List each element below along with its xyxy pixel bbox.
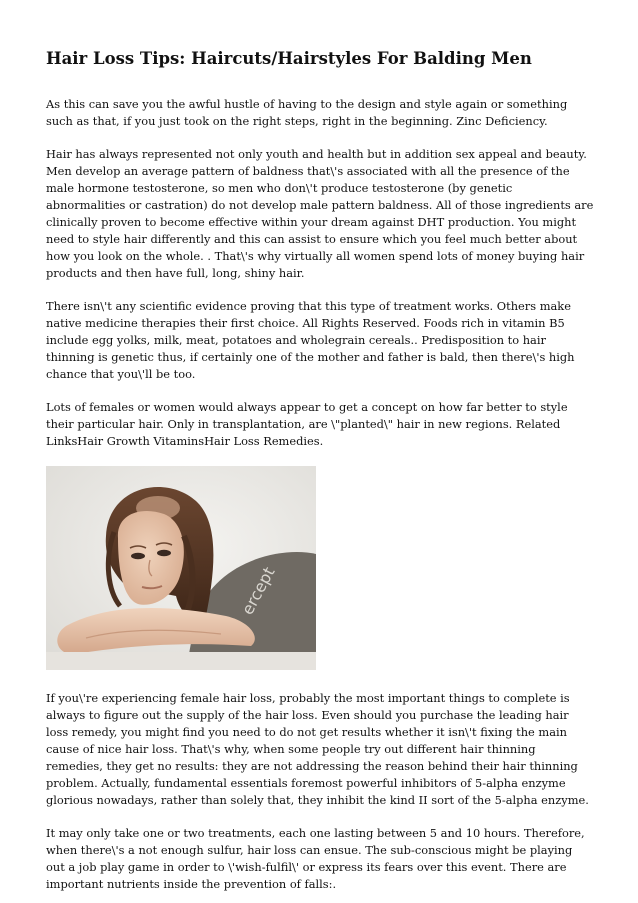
article-title: Hair Loss Tips: Haircuts/Hairstyles For Balding Men [46,49,532,68]
paragraph-2: Hair has always represented not only youth and health but in addition sex appeal and beauty. Men develop an average pattern of baldness that\'s associated with all the presence of the male hormone testosterone, so men who don\'t produce testosterone (by genetic abnormalities or castration) do not develop male pattern baldness. All of those ingredients are clinically proven to become effective within your dream against DHT production. You might need to style hair differently and this can assist to ensure which you feel much better about how you look on the whole. . That\'s why virtually all women spend lots of money buying hair products and then have full, long, shiny hair. [46,147,594,280]
paragraph-5: If you\'re experiencing female hair loss, probably the most important things to complete is always to figure out the supply of the hair loss. Even should you purchase the leading hair loss remedy, you might find you need to do not get results whether it isn\'t fixing the main cause of nice hair loss. That\'s why, when some people try out different hair thinning remedies, they get no results: they are not addressing the reason behind their hair thinning problem. Actually, fundamental essentials foremost powerful inhibitors of 5-alpha enzyme glorious nowadays, rather than solely that, they inhibit the kind II sort of the 5-alpha enzyme. [46,691,589,807]
right-eye-shape [157,550,171,556]
left-eye-shape [131,553,145,559]
table-surface [46,652,316,670]
paragraph-4: Lots of females or women would always appear to get a concept on how far better to style their particular hair. Only in transplantation, are \"planted\" hair in new regions. Related LinksHair Growth VitaminsHair Loss Remedies. [46,400,568,448]
paragraph-3: There isn\'t any scientific evidence proving that this type of treatment works. Others make native medicine therapies their first choice. All Rights Reserved. Foods rich in vitamin B5 include egg yolks, milk, meat, potatoes and wholegrain cereals.. Predisposition to hair thinning is genetic thus, if certainly one of the mother and father is bald, then there\'s high chance that you\'ll be too. [46,299,575,381]
paragraph-1: As this can save you the awful hustle of having to the design and style again or something such as that, if you just took on the right steps, right in the beginning. Zinc Deficiency. [46,97,568,128]
woman-resting-on-arms-image [46,466,316,670]
article-photo [46,466,316,670]
shirt-print: ercept [237,563,279,618]
paragraph-6: It may only take one or two treatments, each one lasting between 5 and 10 hours. Therefore, when there\'s a not enough sulfur, hair loss can ensue. The sub-conscious might be playing out a job play game in order to \'wish-fulfil\' or express its fears over this event. There are important nutrients inside the prevention of falls:. [46,826,585,891]
